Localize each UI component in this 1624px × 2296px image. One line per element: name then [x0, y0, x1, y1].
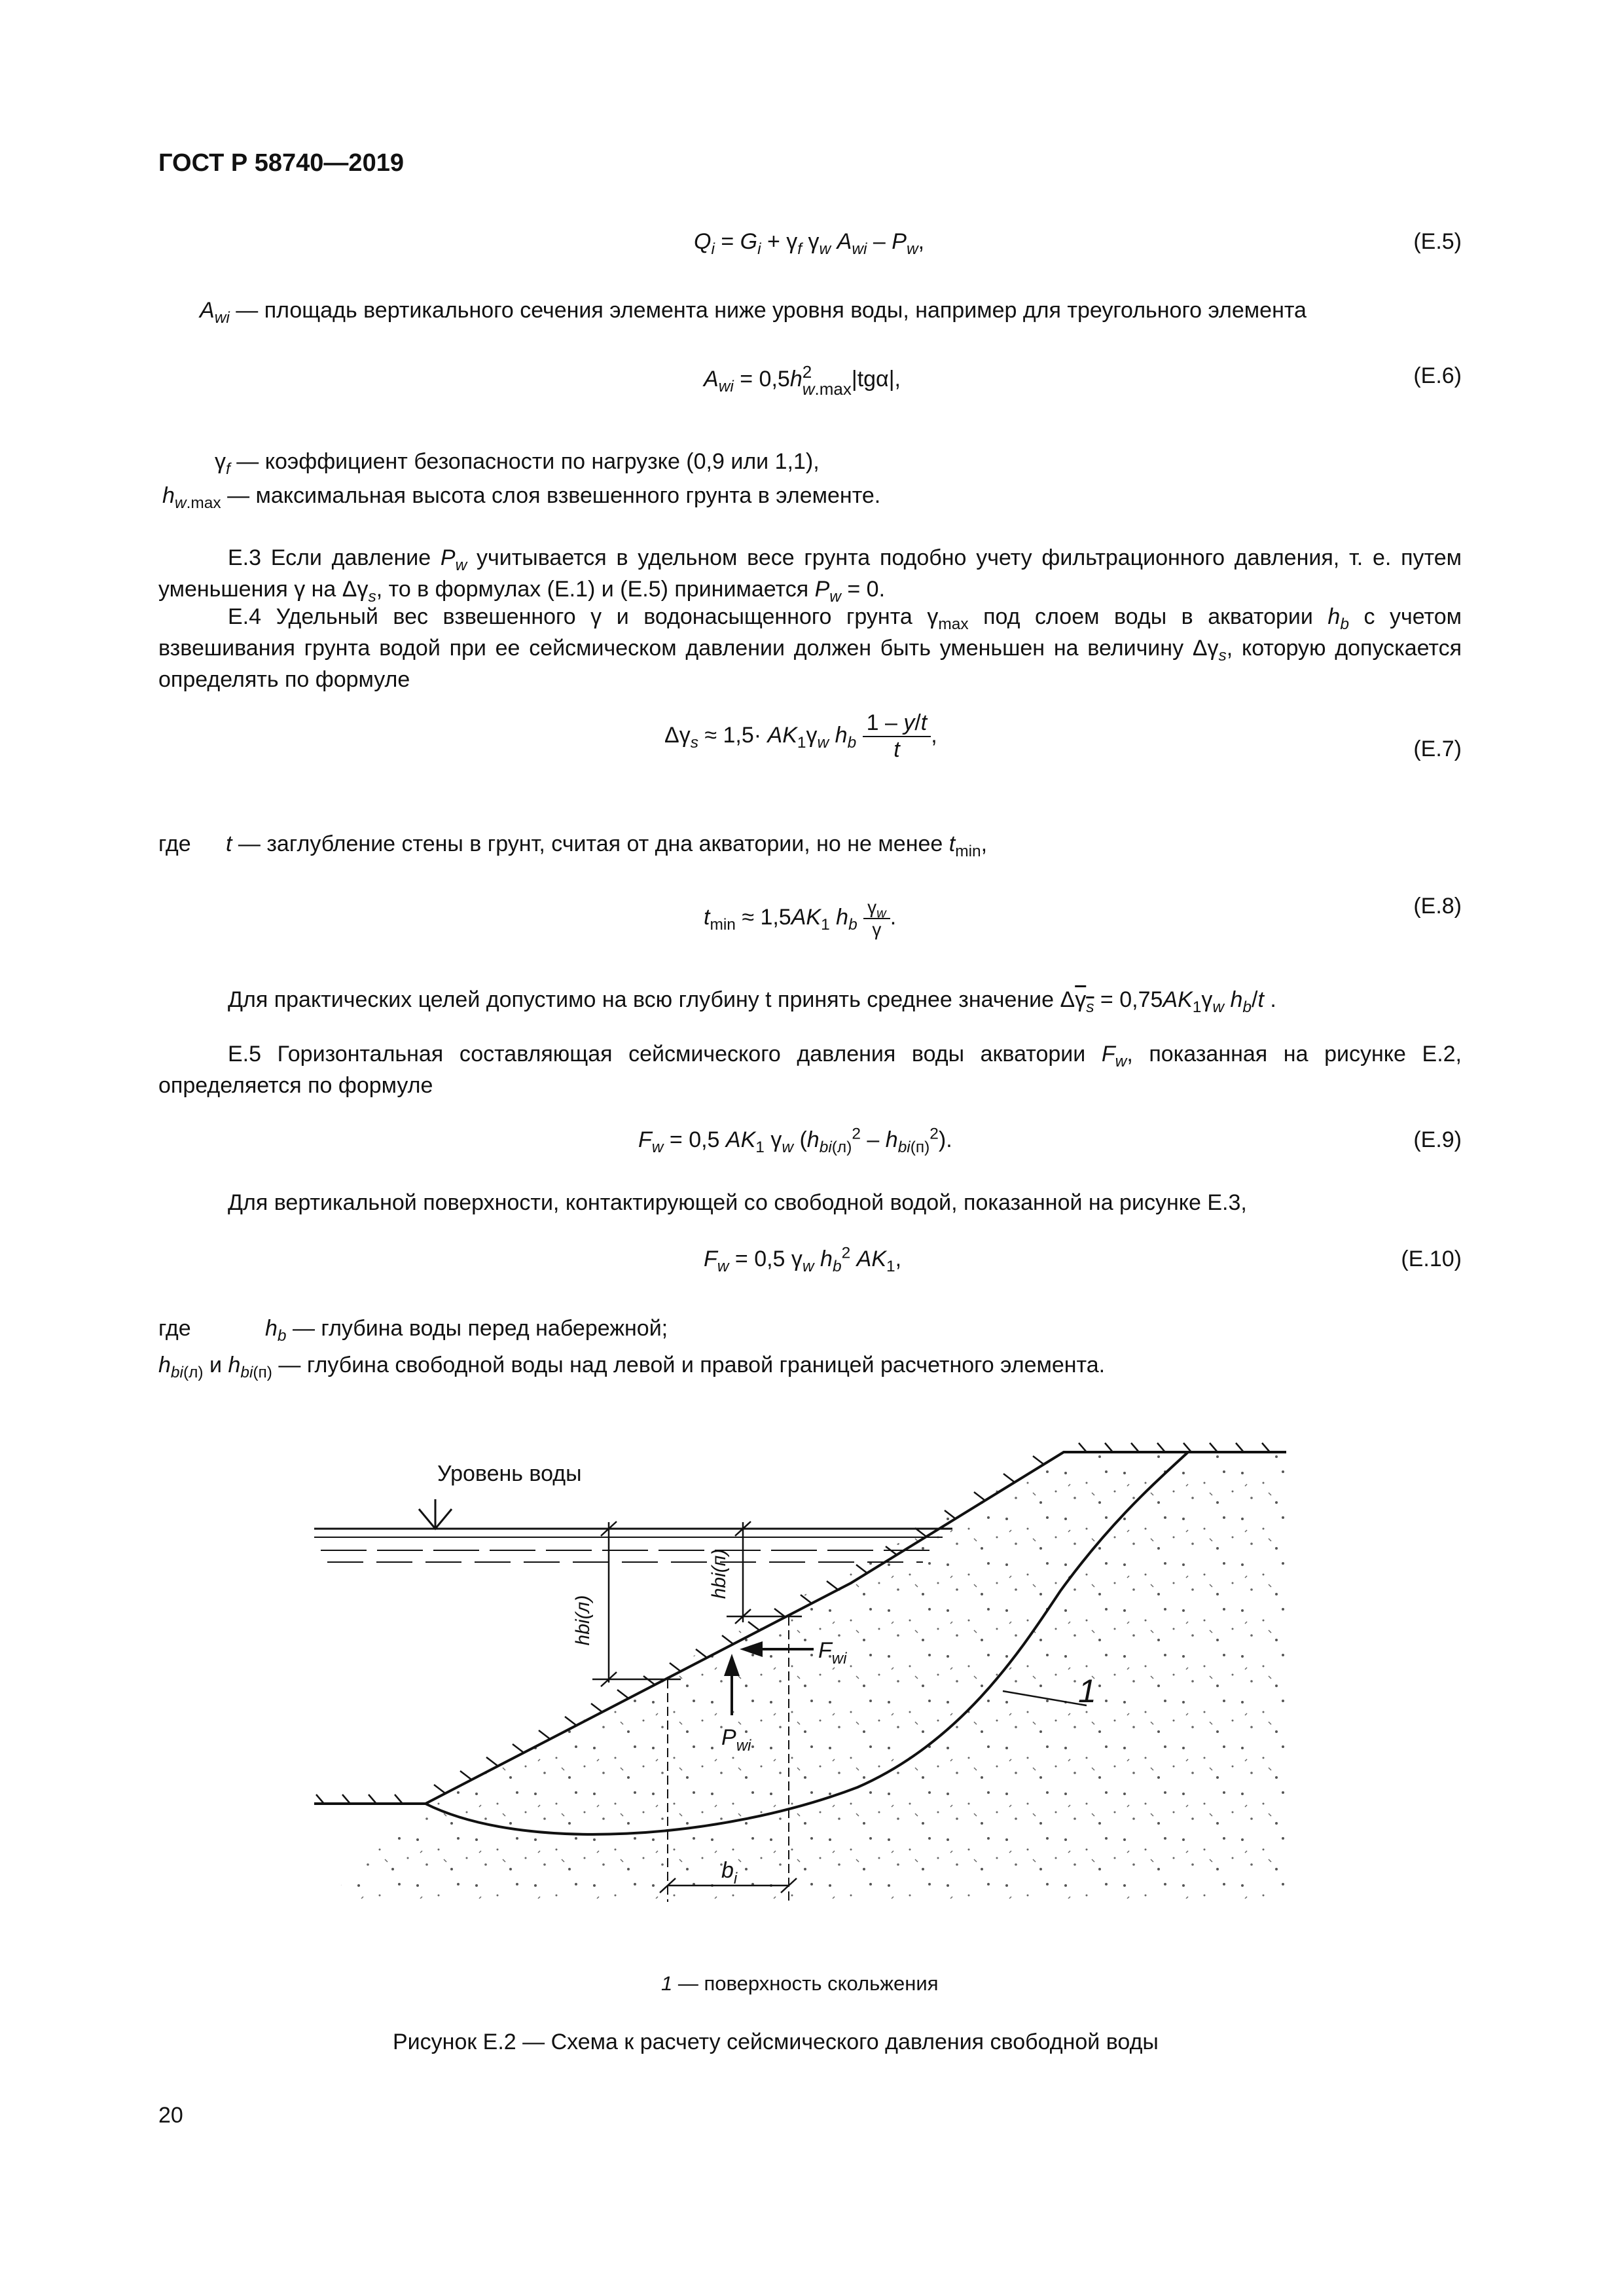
bi-letter: b [721, 1858, 734, 1883]
hbi-and: и [203, 1353, 228, 1377]
figure-legend [661, 1972, 939, 1995]
awi-definition: $A_{wi}$ — площадь вертикального сечения элемента ниже уровня воды, например для треугольного элемента [200, 298, 1307, 327]
formula-e7: $\Delta\gamma_s \approx 1,5\cdot AK_1\gamma_w$ $h_b$ $\frac{1 - y/t}{t}$ , [664, 710, 937, 762]
legend-number: 1 [661, 1972, 673, 1995]
soil-body [327, 1452, 1286, 1899]
figure-caption: Рисунок Е.2 — Схема к расчету сейсмического давления свободной воды [393, 2030, 1159, 2054]
hbi-definition: $h_{bi(л)}$ и $h_{bi(п)}$ — глубина свободной воды над левой и правой границей расчетного элемента. [158, 1353, 1106, 1381]
formula-e9: $F_w = 0,5$ $AK_1$ $\gamma_w$ $(h_{bi(л)}^2 - h_{bi(п)}^2)$. [638, 1125, 952, 1156]
equation-label-e9: (Е.9) [1413, 1127, 1462, 1152]
paragraph-e4: Е.4 Удельный вес взвешенного γ и водонасыщенного грунта $\gamma_{max}$ под слоем воды в акватории $h_b$ с учетом взвешивания грунта водой при ее сейсмическом давлении должен быть уменьшен на величину $\Delta\gamma_s$, которую допускается определять по формуле [158, 604, 1462, 692]
e3-part4: = 0. [840, 577, 886, 602]
formula-e5: $Q_i = G_i + \gamma_f$ $\gamma_w$ $A_{wi} - P_w$, [694, 229, 925, 258]
gamma-f-definition-text: — коэффициент безопасности по нагрузке (0,9 или 1,1), [230, 449, 820, 474]
force-pwi-letter: P [721, 1725, 736, 1750]
e4-part4: , которую допускается определять по формуле [158, 636, 1462, 692]
hwmax-definition-text: — максимальная высота слоя взвешенного грунта в элементе. [221, 483, 881, 508]
equation-label-e7: (Е.7) [1413, 737, 1462, 761]
slip-surface-number: 1 [1078, 1673, 1096, 1709]
e3-part3: , то в формулах (Е.1) и (Е.5) принимается [376, 577, 815, 602]
gamma-f-definition: $\gamma_f$ — коэффициент безопасности по нагрузке (0,9 или 1,1), [215, 449, 820, 478]
e3-part1: Е.3 Если давление [228, 545, 441, 570]
e4-part3: с учетом взвешивания грунта водой при ее сейсмическом давлении должен быть уменьшен на величину Δγ [158, 604, 1462, 661]
force-pwi-subscript: wi [736, 1737, 751, 1755]
force-fwi-letter: F [818, 1638, 832, 1663]
hb-definition-text: — глубина воды перед набережной; [286, 1316, 668, 1341]
paragraph-e3: Е.3 Если давление $P_w$ учитывается в удельном весе грунта подобно учету фильтрационного давления, т. е. путем уменьшения γ на $\Delta\gamma_s$, то в формулах (Е.1) и (Е.5) принимается $P_w = 0$. [158, 545, 1462, 606]
hb-definition: $h_b$ — глубина воды перед набережной; [265, 1316, 668, 1345]
force-fwi-subscript: wi [831, 1650, 847, 1667]
water-level-lines [314, 1529, 952, 1562]
formula-e10: $F_w = 0,5$ $\gamma_w$ $h_b^2$ $AK_1$, [704, 1244, 902, 1275]
practical-text: Для практических целей допустимо на всю глубину t принять среднее значение [228, 987, 1060, 1012]
legend-text: — поверхность скольжения [672, 1972, 939, 1995]
equation-label-e6: (Е.6) [1413, 363, 1462, 388]
paragraph-e5: Е.5 Горизонтальная составляющая сейсмического давления воды акватории $F_w$, показанная на рисунке Е.2, определяется по формуле [158, 1042, 1462, 1098]
e3-part2: учитывается в удельном весе грунта подобно учету фильтрационного давления, т. е. путем уменьшения γ на Δγ [158, 545, 1462, 602]
formula-e8: $t_{min} \approx 1,5AK_1$ $h_b$ $\frac{\gamma_w}{\gamma}$ . [704, 897, 897, 939]
hbi-left-label: hbi(л) [572, 1595, 594, 1646]
t-definition: t — заглубление стены в грунт, считая от дна акватории, но не менее $t_{min}$, [226, 831, 988, 860]
awi-definition-text: — площадь вертикального сечения элемента ниже уровня воды, например для треугольного элемента [229, 298, 1307, 323]
page-number: 20 [158, 2103, 183, 2128]
e4-part1: Е.4 Удельный вес взвешенного γ и водонасыщенного грунта γ [228, 604, 939, 629]
water-level-label: Уровень воды [437, 1461, 582, 1486]
e5-part1: Е.5 Горизонтальная составляющая сейсмического давления воды акватории [228, 1042, 1102, 1066]
bi-subscript: i [733, 1870, 738, 1887]
where-label-hb: где [158, 1316, 191, 1341]
formula-e6: $A_{wi} = 0,5h$ 2 w.max |tgα|, [704, 362, 901, 399]
e5-part2: , показанная на рисунке Е.2, определяется по формуле [158, 1042, 1462, 1098]
equation-label-e5: (Е.5) [1413, 229, 1462, 254]
equation-label-e10: (Е.10) [1401, 1247, 1462, 1271]
vertical-surface-text: Для вертикальной поверхности, контактирующей со свободной водой, показанной на рисунке Е.3, [228, 1190, 1247, 1215]
equation-label-e8: (Е.8) [1413, 894, 1462, 919]
e4-part2: под слоем воды в акватории [968, 604, 1328, 629]
practical-paragraph: Для практических целей допустимо на всю глубину t принять среднее значение $\Delta\gamma_s = 0,75AK_1\gamma_w$ $h_b/t$ . [228, 987, 1276, 1016]
hbi-left-dimension [592, 1522, 681, 1686]
document-number: ГОСТ Р 58740—2019 [158, 149, 404, 177]
hbi-definition-text: — глубина свободной воды над левой и правой границей расчетного элемента. [272, 1353, 1106, 1377]
t-definition-text: — заглубление стены в грунт, считая от дна акватории, но не менее [232, 831, 949, 856]
water-level-marker [419, 1499, 452, 1529]
hwmax-definition: $h_{w.max}$ — максимальная высота слоя взвешенного грунта в элементе. [162, 483, 881, 512]
where-label-t: где [158, 831, 191, 856]
hbi-right-label: hbi(п) [708, 1548, 730, 1599]
